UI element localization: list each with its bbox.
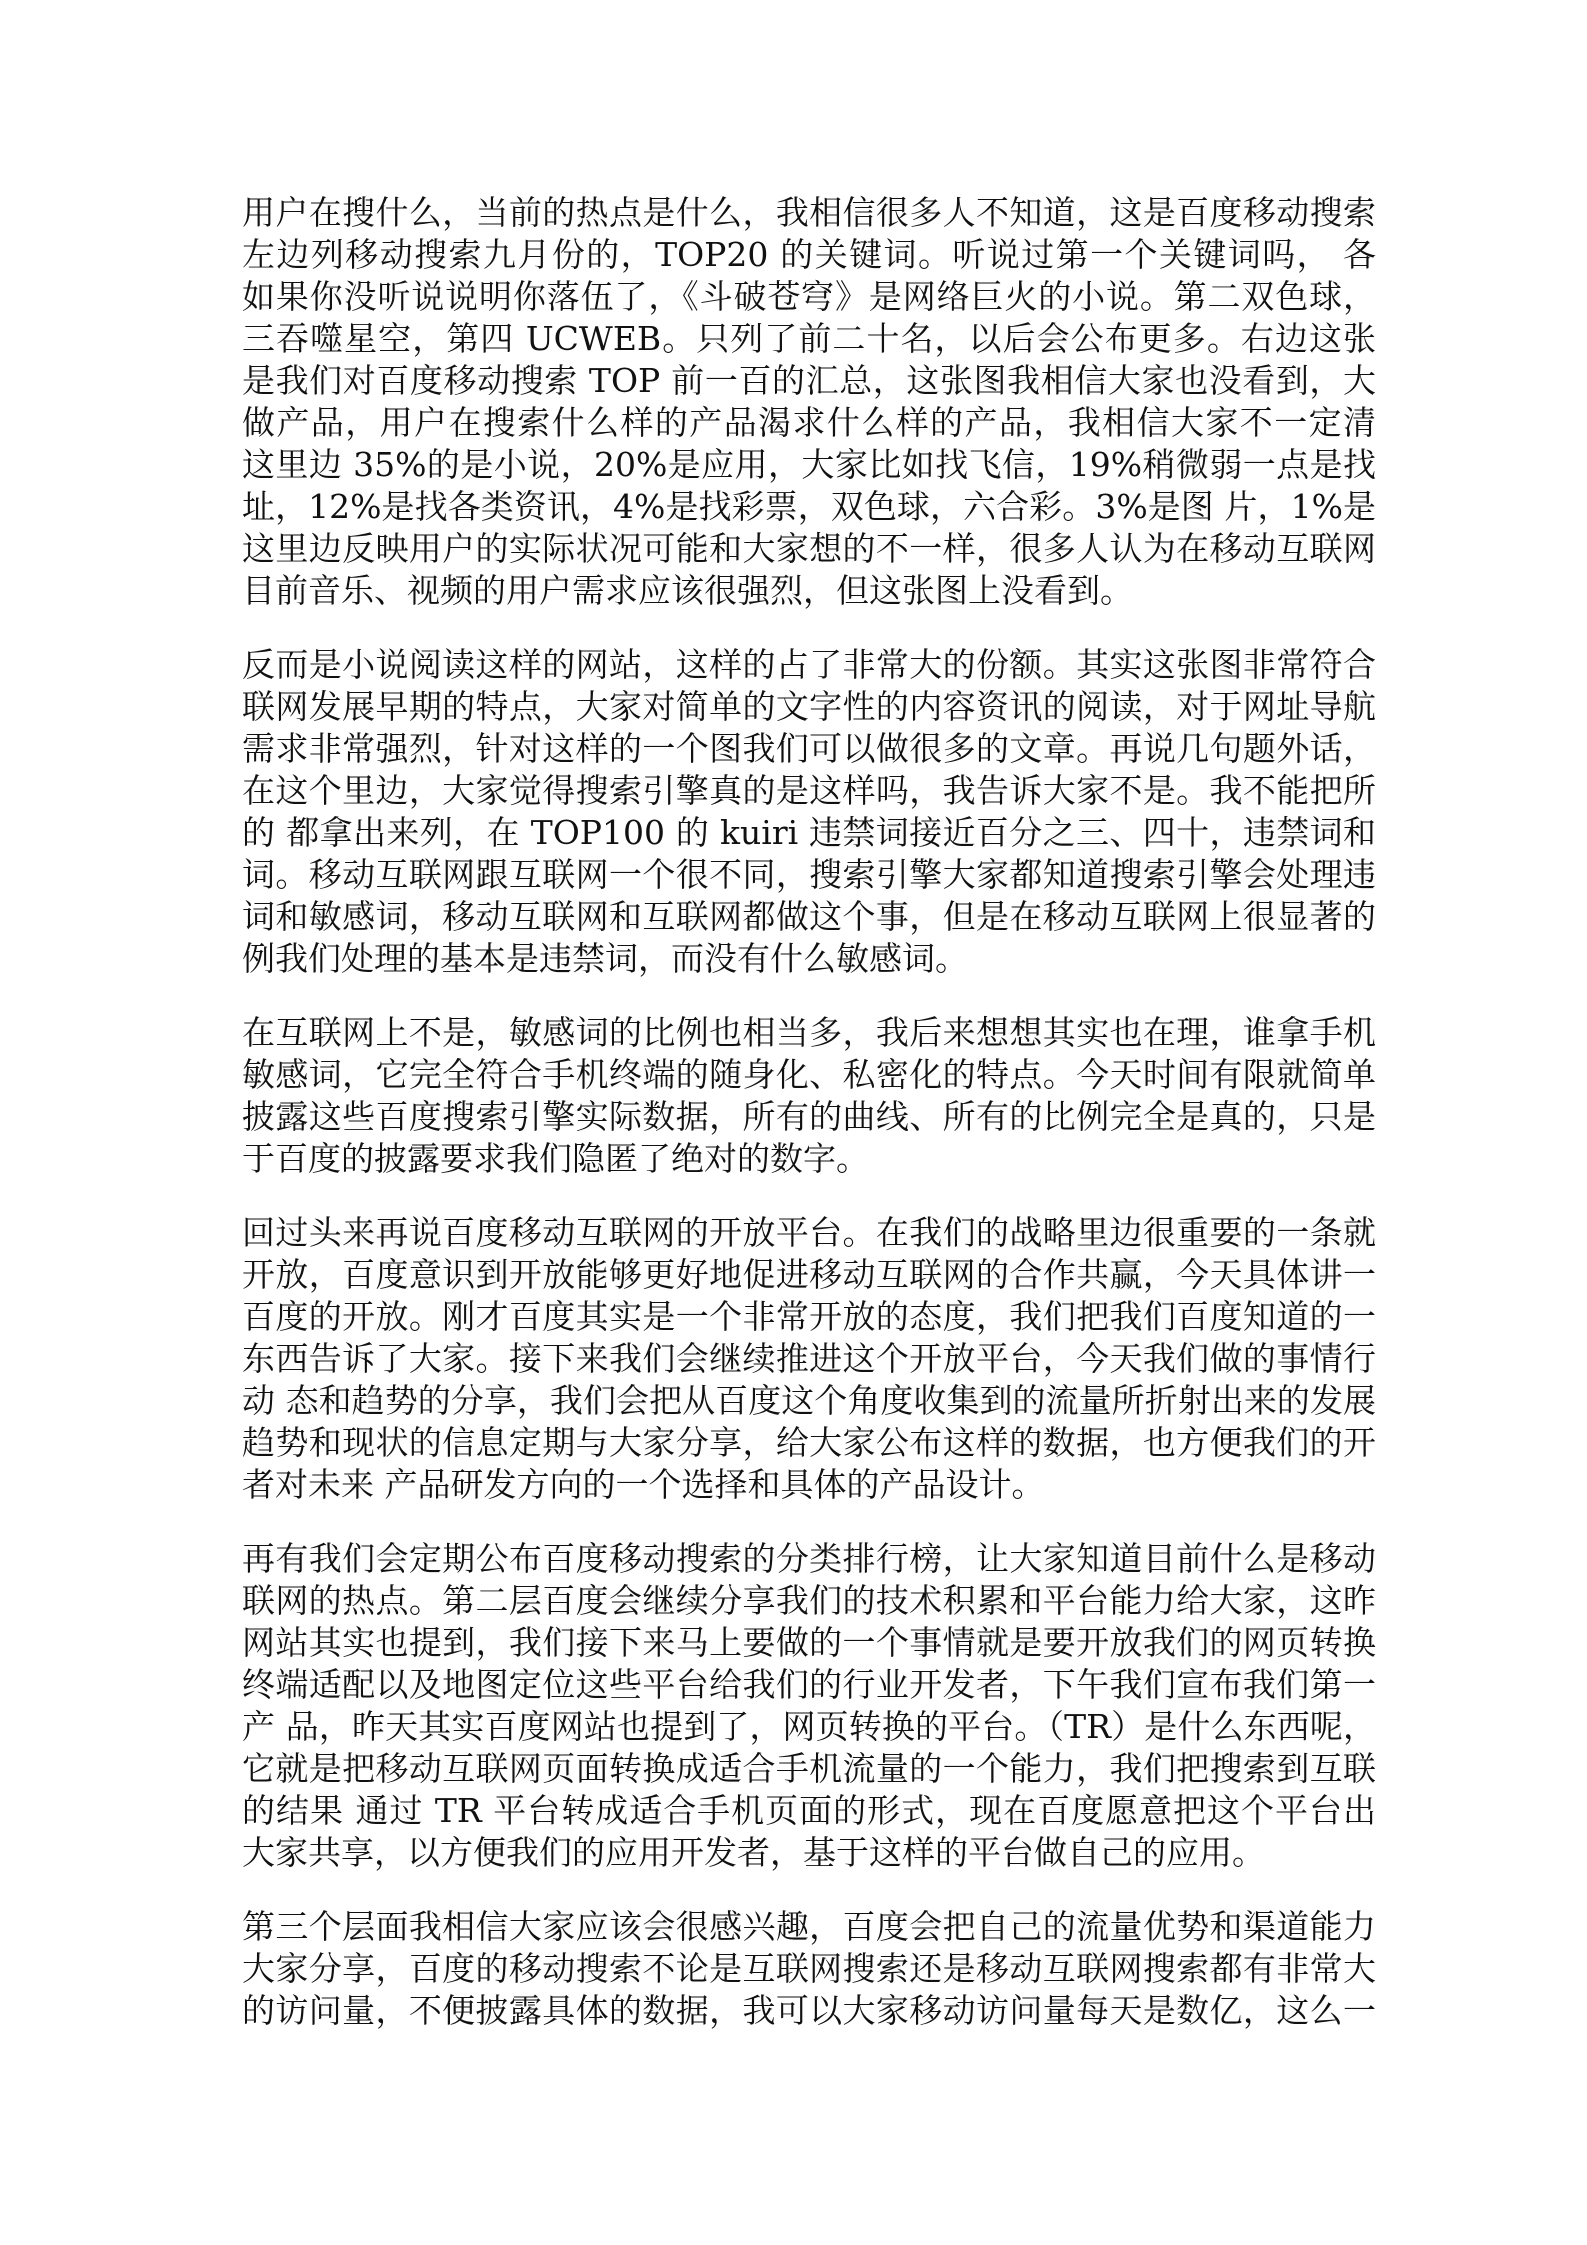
- text-line: 于百度的披露要求我们隐匿了绝对的数字。: [242, 1139, 869, 1178]
- text-line: 如果你没听说说明你落伍了，《斗破苍穹》是网络巨火的小说。第二双色球，: [242, 277, 1376, 316]
- paragraph: [242, 192, 1376, 612]
- text-line: 大家共享，以方便我们的应用开发者，基于这样的平台做自己的应用。: [242, 1833, 1265, 1872]
- text-line: 址，12%是找各类资讯，4%是找彩票，双色球，六合彩。3%是图 片，1%是: [242, 487, 1376, 526]
- text-line: 目前音乐、视频的用户需求应该很强烈，但这张图上没看到。: [242, 571, 1133, 610]
- text-line: 需求非常强烈，针对这样的一个图我们可以做很多的文章。再说几句题外话，: [242, 729, 1376, 768]
- text-line: 在这个里边，大家觉得搜索引擎真的是这样吗，我告诉大家不是。我不能把所: [242, 771, 1376, 810]
- text-line: 披露这些百度搜索引擎实际数据，所有的曲线、所有的比例完全是真的，只是: [242, 1097, 1376, 1136]
- text-line: 例我们处理的基本是违禁词，而没有什么敏感词。: [242, 939, 968, 978]
- paragraph: [242, 644, 1376, 980]
- text-line: 回过头来再说百度移动互联网的开放平台。在我们的战略里边很重要的一条就: [242, 1213, 1376, 1252]
- text-line: 产 品，昨天其实百度网站也提到了，网页转换的平台。（TR）是什么东西呢，: [242, 1707, 1376, 1746]
- text-line: 左边列移动搜索九月份的，TOP20 的关键词。听说过第一个关键词吗， 各: [242, 235, 1376, 274]
- text-line: 动 态和趋势的分享，我们会把从百度这个角度收集到的流量所折射出来的发展: [242, 1381, 1376, 1420]
- text-line: 东西告诉了大家。接下来我们会继续推进这个开放平台，今天我们做的事情行: [242, 1339, 1376, 1378]
- paragraph: [242, 1012, 1376, 1180]
- text-line: 的访问量，不便披露具体的数据，我可以大家移动访问量每天是数亿，这么一: [242, 1991, 1376, 2030]
- text-line: 大家分享，百度的移动搜索不论是互联网搜索还是移动互联网搜索都有非常大: [242, 1949, 1376, 1988]
- text-line: 开放，百度意识到开放能够更好地促进移动互联网的合作共赢，今天具体讲一: [242, 1255, 1376, 1294]
- text-line: 反而是小说阅读这样的网站，这样的占了非常大的份额。其实这张图非常符合: [242, 645, 1376, 684]
- paragraph: [242, 1538, 1376, 1874]
- document-body: [242, 192, 1376, 2064]
- text-line: 用户在搜什么，当前的热点是什么，我相信很多人不知道，这是百度移动搜索: [242, 193, 1376, 232]
- text-line: 百度的开放。刚才百度其实是一个非常开放的态度，我们把我们百度知道的一: [242, 1297, 1376, 1336]
- text-line: 终端适配以及地图定位这些平台给我们的行业开发者，下午我们宣布我们第一: [242, 1665, 1376, 1704]
- text-line: 的 都拿出来列，在 TOP100 的 kuiri 违禁词接近百分之三、四十，违禁词和: [242, 813, 1376, 852]
- text-line: 是我们对百度移动搜索 TOP 前一百的汇总，这张图我相信大家也没看到，大: [242, 361, 1376, 400]
- text-line: 再有我们会定期公布百度移动搜索的分类排行榜，让大家知道目前什么是移动: [242, 1539, 1376, 1578]
- text-line: 网站其实也提到，我们接下来马上要做的一个事情就是要开放我们的网页转换: [242, 1623, 1376, 1662]
- text-line: 的结果 通过 TR 平台转成适合手机页面的形式，现在百度愿意把这个平台出: [242, 1791, 1376, 1830]
- text-line: 联网的热点。第二层百度会继续分享我们的技术积累和平台能力给大家，这昨: [242, 1581, 1376, 1620]
- text-line: 联网发展早期的特点，大家对简单的文字性的内容资讯的阅读，对于网址导航: [242, 687, 1376, 726]
- text-line: 这里边 35%的是小说，20%是应用，大家比如找飞信，19%稍微弱一点是找: [242, 445, 1376, 484]
- text-line: 在互联网上不是，敏感词的比例也相当多，我后来想想其实也在理，谁拿手机: [242, 1013, 1376, 1052]
- text-line: 趋势和现状的信息定期与大家分享，给大家公布这样的数据，也方便我们的开: [242, 1423, 1376, 1462]
- text-line: 三吞噬星空，第四 UCWEB。只列了前二十名，以后会公布更多。右边这张: [242, 319, 1376, 358]
- text-line: 这里边反映用户的实际状况可能和大家想的不一样，很多人认为在移动互联网: [242, 529, 1376, 568]
- text-line: 词和敏感词，移动互联网和互联网都做这个事，但是在移动互联网上很显著的: [242, 897, 1376, 936]
- paragraph: [242, 1906, 1376, 2032]
- paragraph: [242, 1212, 1376, 1506]
- text-line: 第三个层面我相信大家应该会很感兴趣，百度会把自己的流量优势和渠道能力: [242, 1907, 1376, 1946]
- text-line: 它就是把移动互联网页面转换成适合手机流量的一个能力，我们把搜索到互联: [242, 1749, 1376, 1788]
- text-line: 做产品，用户在搜索什么样的产品渴求什么样的产品，我相信大家不一定清: [242, 403, 1376, 442]
- text-line: 者对未来 产品研发方向的一个选择和具体的产品设计。: [242, 1465, 1045, 1504]
- text-line: 敏感词，它完全符合手机终端的随身化、私密化的特点。今天时间有限就简单: [242, 1055, 1376, 1094]
- text-line: 词。移动互联网跟互联网一个很不同，搜索引擎大家都知道搜索引擎会处理违: [242, 855, 1376, 894]
